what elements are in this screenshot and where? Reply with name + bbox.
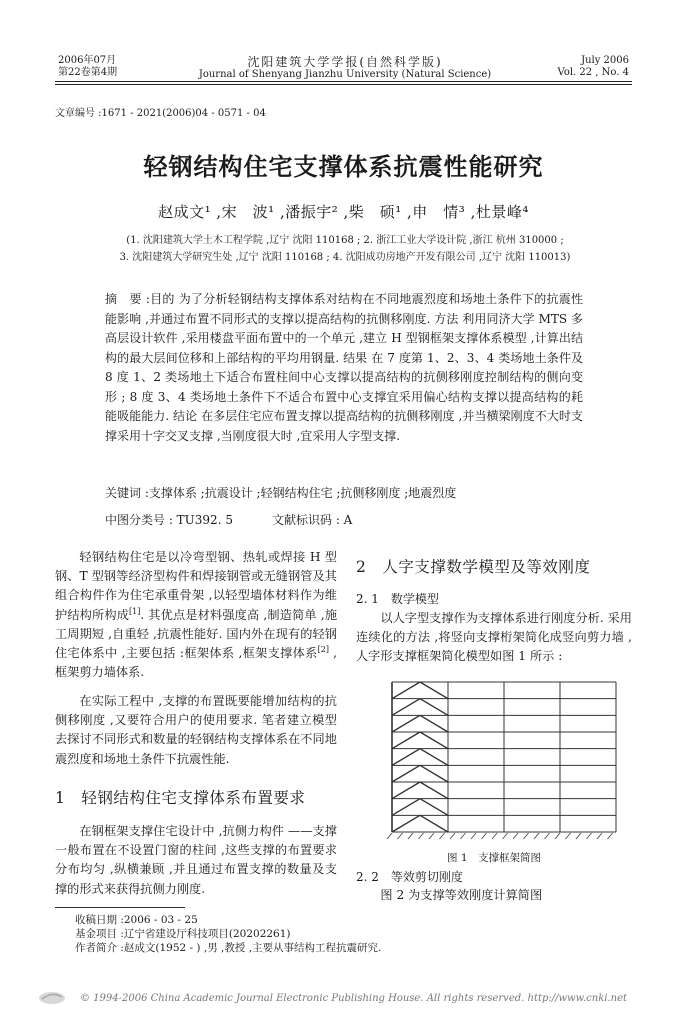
- header-date-cn: 2006年07月: [58, 55, 117, 66]
- chevron-brace: [392, 765, 420, 782]
- copyright-notice[interactable]: © 1994-2006 China Academic Journal Electronic Publishing House. All rights reserved. http://www.cnki.net: [80, 993, 628, 1004]
- ground-hatch: [576, 833, 581, 839]
- intro-paragraph-1: [55, 548, 337, 682]
- ground-hatch: [492, 833, 497, 839]
- chevron-brace: [420, 715, 448, 732]
- ground-hatch: [555, 833, 560, 839]
- cnki-logo-icon: [38, 989, 66, 1005]
- footnote-received: 收稿日期 :2006 - 03 - 25: [75, 914, 198, 926]
- ground-hatch: [387, 833, 392, 839]
- subsection-2-2-heading: 2. 2 等效剪切刚度: [356, 870, 463, 884]
- ground-hatch: [566, 833, 571, 839]
- header-rule: [55, 81, 632, 82]
- chevron-brace: [420, 782, 448, 799]
- header-volume-cn: 第22卷第4期: [58, 67, 118, 78]
- chevron-brace: [420, 682, 448, 699]
- subsection-2-1-text: 以人字型支撑作为支撑体系进行刚度分析. 采用连续化的方法 ,将竖向支撑桁架简化成竖向剪力墙 ,人字形支撑框架简化模型如图 1 所示 :: [356, 611, 632, 664]
- chevron-brace: [392, 815, 420, 832]
- journal-title-en: Journal of Shenyang Jianzhu University (Natural Science): [198, 69, 492, 80]
- ground-hatch: [419, 833, 424, 839]
- citation-2[interactable]: [2]: [317, 644, 329, 654]
- chevron-brace: [392, 699, 420, 716]
- subsection-2-2-paragraph: [356, 886, 632, 905]
- figure-1-braced-frame: [380, 672, 622, 844]
- chevron-brace: [392, 749, 420, 766]
- journal-title-cn: 沈阳建筑大学学报(自然科学版): [247, 55, 443, 69]
- chevron-brace: [392, 715, 420, 732]
- ground-hatch: [513, 833, 518, 839]
- classification-number: 中图分类号 : TU392. 5: [105, 513, 233, 527]
- subsection-2-1-heading: 2. 1 数学模型: [356, 592, 439, 606]
- ground-hatch: [524, 833, 529, 839]
- header-center: [175, 55, 515, 81]
- chevron-brace: [420, 699, 448, 716]
- chevron-brace: [420, 765, 448, 782]
- footnote-fund: 基金项目 :辽宁省建设厅科技项目(20202261): [75, 928, 291, 940]
- footnote-author-bio: 作者简介 :赵成文(1952 - ) ,男 ,教授 ,主要从事结构工程抗震研究.: [75, 942, 382, 954]
- ground-hatch: [482, 833, 487, 839]
- chevron-brace: [420, 732, 448, 749]
- ground-hatch: [503, 833, 508, 839]
- ground-hatch: [450, 833, 455, 839]
- chevron-brace: [392, 732, 420, 749]
- intro-text-b: . 其优点是材料强度高 ,制造简单 ,施工周期短 ,自重轻 ,抗震性能好. 国内外在现有的轻钢住宅体系中 ,主要包括 :框架体系 ,框架支撑体系: [55, 607, 338, 661]
- abstract: 摘 要 :目的 为了分析轻钢结构支撑体系对结构在不同地震烈度和场地土条件下的抗震性能影响 ,并通过布置不同形式的支撑以提高结构的抗侧移刚度. 方法 利用同济大学 MTS 多高层设计软件 ,采用楼盘平面布置中的一个单元 ,建立 H 型钢框架支撑体系模型 ,计算出结构的最大层间位移和上部结构的平均用钢量. 结果 在 7 度第 1、2、3、4 类场地土条件及 8 度 1、2 类场地土下适合布置柱间中心支撑以提高结构的抗侧移刚度控制结构的侧向变形 ; 8 度 3、4 类场地土条件下不适合布置中心支撑宜采用偏心结构支撑以提高结构的耗能吸能能力. 结论 在多层住宅应布置支撑以提高结构的抗侧移刚度 ,并当横梁刚度不大时支撑采用十字交叉支撑 ,当刚度很大时 ,宜采用人字型支撑.: [105, 292, 583, 443]
- affiliation-line-2: 3. 沈阳建筑大学研究生处 ,辽宁 沈阳 110168 ; 4. 沈阳成功房地产开发有限公司 ,辽宁 沈阳 110013): [119, 252, 571, 263]
- chevron-brace: [392, 782, 420, 799]
- citation-1[interactable]: [1]: [129, 606, 141, 616]
- ground-hatch: [440, 833, 445, 839]
- chevron-brace: [420, 815, 448, 832]
- ground-hatch: [398, 833, 403, 839]
- chevron-brace: [420, 799, 448, 816]
- footnote-rule: [55, 907, 185, 908]
- ground-hatch: [608, 833, 613, 839]
- ground-hatch: [587, 833, 592, 839]
- section-1-heading: 1 轻钢结构住宅支撑体系布置要求: [55, 789, 306, 807]
- keywords: 关键词 :支撑体系 ;抗震设计 ;轻钢结构住宅 ;抗侧移刚度 ;地震烈度: [105, 486, 457, 500]
- header-right: [558, 55, 629, 79]
- section-2-heading: 2 人字支撑数学模型及等效刚度: [356, 558, 591, 576]
- intro-paragraph-2: [55, 692, 337, 769]
- ground-hatch: [545, 833, 550, 839]
- ground-hatch: [534, 833, 539, 839]
- ground-hatch: [597, 833, 602, 839]
- header-left: [58, 55, 117, 79]
- affiliation-line-1: (1. 沈阳建筑大学土木工程学院 ,辽宁 沈阳 110168 ; 2. 浙江工业大学设计院 ,浙江 杭州 310000 ;: [126, 235, 564, 246]
- chevron-brace: [420, 749, 448, 766]
- section-1-paragraph: [55, 822, 337, 899]
- ground-hatch: [429, 833, 434, 839]
- author-list: 赵成文¹ ,宋 波¹ ,潘振宇² ,柴 硕¹ ,申 情³ ,杜景峰⁴: [158, 203, 529, 221]
- chevron-brace: [392, 682, 420, 699]
- figure-1-caption: 图 1 支撑框架简图: [446, 852, 542, 864]
- ground-hatch: [408, 833, 413, 839]
- article-number: 文章编号 :1671 - 2021(2006)04 - 0571 - 04: [55, 108, 266, 119]
- intro-text-c: ,框架剪力墙体系.: [55, 646, 338, 680]
- header-volume-en: Vol. 22 , No. 4: [557, 67, 629, 78]
- header-date-en: July 2006: [581, 55, 629, 66]
- paper-title: 轻钢结构住宅支撑体系抗震性能研究: [143, 152, 544, 181]
- chevron-brace: [392, 799, 420, 816]
- intro-text-a: 轻钢结构住宅是以冷弯型钢、热轧或焊接 H 型钢、T 型钢等经济型构件和焊接钢管或无缝钢管及其组合构件作为住宅承重骨架 ,以轻型墙体材料作为维护结构所构成: [55, 550, 337, 622]
- subsection-2-2-text: 图 2 为支撑等效刚度计算简图: [380, 888, 543, 902]
- intro-paragraph-2-text: 在实际工程中 ,支撑的布置既要能增加结构的抗侧移刚度 ,又要符合用户的使用要求. 笔者建立模型去探讨不同形式和数量的轻钢结构支撑体系在不同地震烈度和场地土条件下抗震性能.: [55, 694, 337, 766]
- header-rule-thin: [55, 84, 632, 85]
- document-code: 文献标识码 : A: [272, 513, 353, 527]
- subsection-2-1-paragraph: [356, 609, 632, 667]
- ground-hatch: [471, 833, 476, 839]
- section-1-paragraph-text: 在钢框架支撑住宅设计中 ,抗侧力构件 ——支撑一般布置在不设置门窗的柱间 ,这些支撑的布置要求分布均匀 ,纵横兼顾 ,并且通过布置支撑的数量及支撑的形式来获得抗侧力刚度.: [55, 824, 337, 896]
- ground-hatch: [461, 833, 466, 839]
